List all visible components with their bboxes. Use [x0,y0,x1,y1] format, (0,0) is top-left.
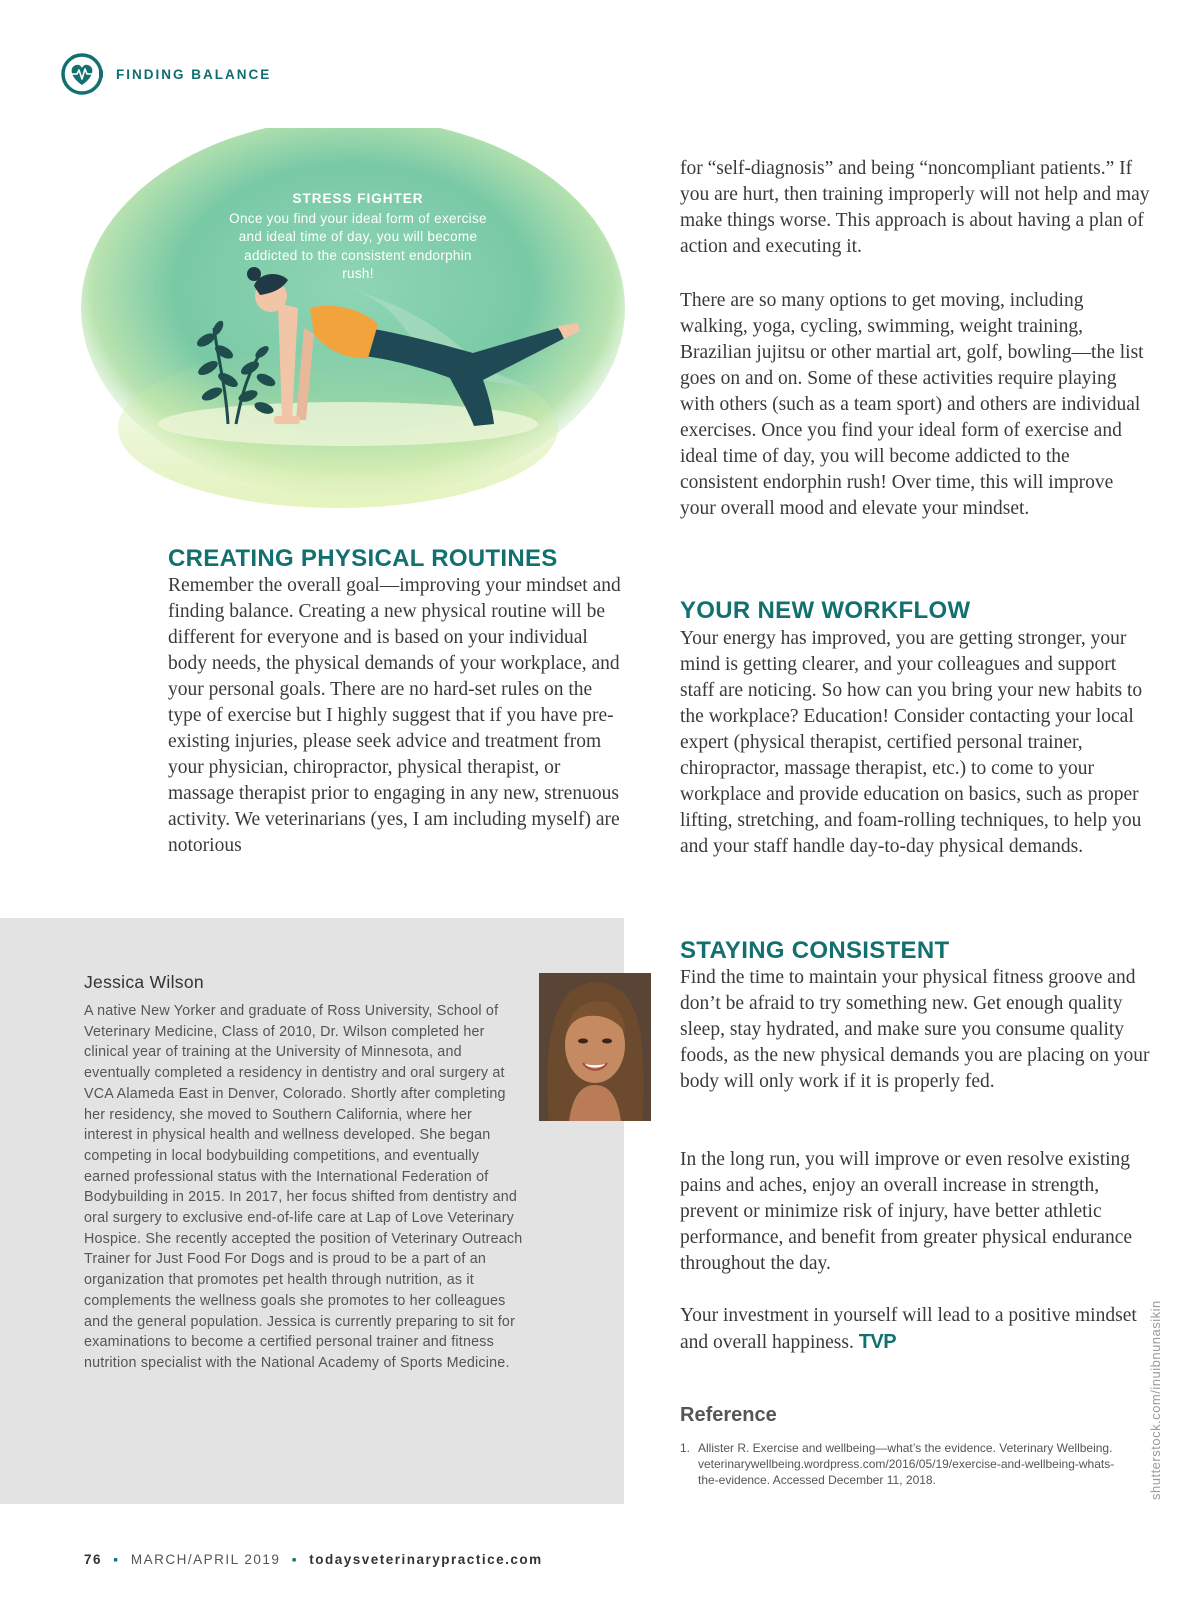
staying-consistent-heading: STAYING CONSISTENT [680,937,950,964]
continued-paragraph: for “self-diagnosis” and being “noncompliant patients.” If you are hurt, then training improperly will not help and may make things worse. This approach is about having a plan of action and executing it. [680,158,1150,257]
photo-credit: shutterstock.com/inuibnunasikin [1148,1300,1163,1500]
website-link[interactable]: todaysveterinarypractice.com [309,1552,543,1567]
options-paragraph: There are so many options to get moving, including walking, yoga, cycling, swimming, weight training, Brazilian jujitsu or other martial art, golf, bowling—the list goes on and on. Some of these activities require playing with others (such as a team sport) and others are individual exercises. Once you find your ideal form of exercise and ideal time of day, you will become addicted to the consistent endorphin rush! Over time, this will improve your overall mood and elevate your mindset. [680,290,1144,519]
reference-heading: Reference [680,1404,777,1426]
consistent-paragraph-2: In the long run, you will improve or even resolve existing pains and aches, enjoy an overall increase in strength, prevent or minimize risk of injury, have better athletic performance, and benefit from greater physical endurance throughout the day. [680,1149,1133,1274]
footer-separator: ▪ [113,1552,120,1567]
yoga-woman-illustration [78,128,638,518]
page-number: 76 [84,1552,103,1567]
tvp-end-mark: TVP [858,1331,897,1353]
reference-list [680,1440,1120,1488]
reference-number: 1. [680,1441,691,1455]
creating-routines-heading: CREATING PHYSICAL ROUTINES [168,545,558,572]
closing-sentence: Your investment in yourself will lead to a positive mindset and overall happiness. [680,1305,1137,1353]
page-footer [84,1552,543,1567]
author-photo [539,973,651,1121]
consistent-paragraph-3 [680,1303,1150,1356]
heart-monitor-icon [60,52,104,96]
author-bio-text: A native New Yorker and graduate of Ross University, School of Veterinary Medicine, Class of 2010, Dr. Wilson completed her clinical year of training at the University of Minnesota, and eventually completed a residency in dentistry and oral surgery at VCA Alameda East in Denver, Colorado. Shortly after completing her residency, she moved to Southern California, where her interest in physical health and wellness developed. She began competing in local bodybuilding competitions, and eventually earned professional status with the International Federation of Bodybuilding in 2015. In 2017, her focus shifted from dentistry and oral surgery to exclusive end-of-life care at Lap of Love Veterinary Hospice. She recently accepted the position of Veterinary Outreach Trainer for Just Food For Dogs and is proud to be a part of an organization that promotes pet health through nutrition, as it complements the wellness goals she promotes to her colleagues and the general population. Jessica is currently preparing to sit for examinations to become a certified personal trainer and fitness nutrition specialist with the National Academy of Sports Medicine. [84,1003,523,1371]
stress-fighter-callout [228,190,488,284]
section-label: FINDING BALANCE [116,66,272,82]
reference-item [680,1440,1120,1488]
consistent-paragraph-1: Find the time to maintain your physical fitness groove and don’t be afraid to try something new. Get enough quality sleep, stay hydrated, and make sure you consume quality foods, as the new physical demands you are placing on your body will only work if it is properly fed. [680,967,1150,1092]
callout-title: STRESS FIGHTER [292,191,424,206]
author-name: Jessica Wilson [84,972,204,992]
workflow-heading: YOUR NEW WORKFLOW [680,597,971,624]
workflow-body: Your energy has improved, you are getting stronger, your mind is getting clearer, and your colleagues and support staff are noticing. So how can you bring your new habits to the workplace? Education! Consider contacting your local expert (physical therapist, certified personal trainer, chiropractor, massage therapist, etc.) to come to your workplace and provide education on basics, such as proper lifting, stretching, and foam-rolling techniques, to help you and your staff handle day-to-day physical demands. [680,628,1143,857]
creating-routines-body: Remember the overall goal—improving your mindset and finding balance. Creating a new physical routine will be different for everyone and is based on your individual body needs, the physical demands of your workplace, and your personal goals. There are no hard-set rules on the type of exercise but I highly suggest that if you have pre-existing injuries, please seek advice and treatment from your physician, chiropractor, physical therapist, or massage therapist prior to engaging in any new, strenuous activity. We veterinarians (yes, I am including myself) are notorious [168,575,621,856]
callout-caption: Once you find your ideal form of exercise and ideal time of day, you will become addicted to the consistent endorphin rush! [229,210,487,281]
issue-date: MARCH/APRIL 2019 [130,1552,281,1567]
yoga-illustration [78,128,638,518]
reference-text: Allister R. Exercise and wellbeing—what’s the evidence. Veterinary Wellbeing. veterinarywellbeing.wordpress.com/2016/05/19/exercise-and-wellbeing-whats-the-evidence. Accessed December 11, 2018. [698,1441,1115,1487]
footer-separator: ▪ [291,1552,298,1567]
section-header [60,52,271,96]
